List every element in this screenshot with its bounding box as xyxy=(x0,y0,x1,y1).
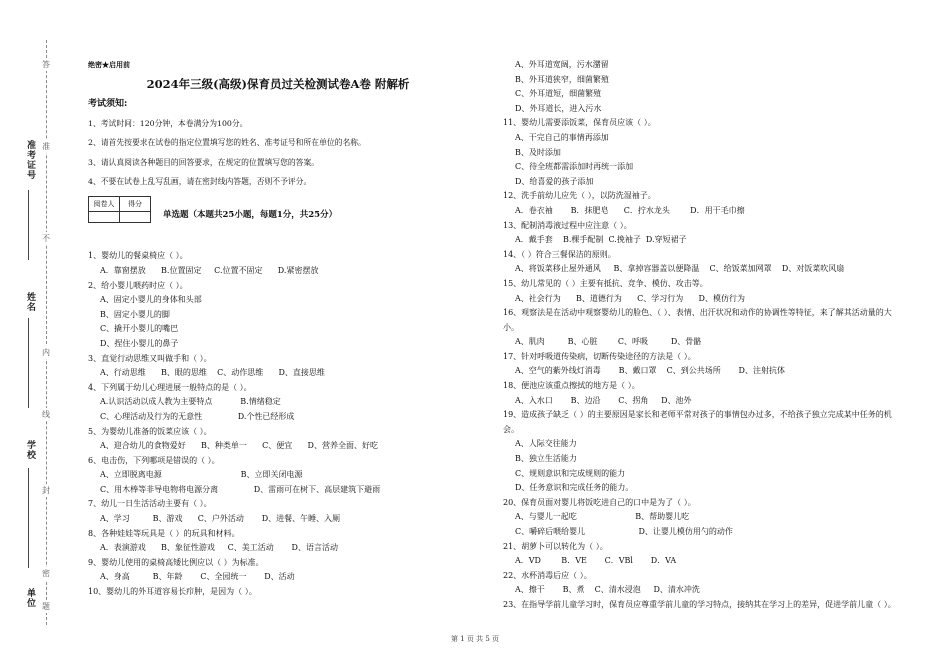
question-stem: 22、水杯消毒后应（ ）。 xyxy=(503,570,592,580)
seal-char: 题 xyxy=(42,602,50,611)
answer-options: A．卷衣袖 B．抹肥皂 C．拧水龙头 D．用干毛巾擦 xyxy=(515,205,745,215)
notice-item: 4、不要在试卷上乱写乱画，请在密封线内答题，否则不予评分。 xyxy=(88,177,312,187)
binding-margin xyxy=(0,0,70,671)
answer-options: C、用木棒等非导电物将电源分离 D、雷雨可在树下、高层建筑下避雨 xyxy=(100,484,381,494)
answer-options: A、人际交往能力 xyxy=(515,439,577,449)
answer-options: A.认识活动以成人教为主要特点 B.情绪稳定 xyxy=(100,397,281,407)
answer-options: A、干完自己的事情再添加 xyxy=(515,132,609,142)
notice-item: 3、请认真阅读各种题目的回答要求，在规定的位置填写您的答案。 xyxy=(88,157,320,167)
answer-options: C、待全班都需添加时再统一添加 xyxy=(515,162,634,172)
question-stem: 8、各种娃娃等玩具是（ ）的玩具和材料。 xyxy=(88,528,240,538)
answer-options: A．靠窗摆放 B.位置固定 C.位置不固定 D.紧密摆放 xyxy=(100,265,319,275)
section-title: 单选题（本题共25小题，每题1分，共25分） xyxy=(163,209,338,220)
fill-line-name[interactable] xyxy=(28,318,29,408)
question-stem: 1、婴幼儿的餐桌椅应（ ）。 xyxy=(88,251,188,261)
answer-options: B、独立生活能力 xyxy=(515,454,577,464)
question-stem: 12、洗手前幼儿应先（ ），以防洗湿袖子。 xyxy=(503,191,656,201)
question-stem: 11、婴幼儿需要添饭菜，保育员应该（ ）。 xyxy=(503,118,656,128)
label-school: 学校 xyxy=(25,440,35,460)
answer-options: A、身高 B、年龄 C、全园统一 D、活动 xyxy=(100,572,295,582)
seal-char: 封 xyxy=(42,486,50,495)
answer-options: A、擦干 B、煮 C、清水浸泡 D、清水冲洗 xyxy=(515,585,700,595)
question-stem: 9、婴幼儿使用的桌椅高矮比例应以（ ）为标准。 xyxy=(88,557,264,567)
answer-options: A、入水口 B、边沿 C、拐角 D、池外 xyxy=(515,395,692,405)
answer-options: A、立即脱离电源 B、立即关闭电源 xyxy=(100,470,303,480)
answer-options: A．表演游戏 B、象征性游戏 C、美工活动 D、语言活动 xyxy=(100,543,338,553)
right-column xyxy=(503,58,903,613)
grader-section xyxy=(88,196,493,224)
seal-char: 准 xyxy=(42,142,50,151)
left-column xyxy=(88,58,493,600)
answer-options: A．VD B．VE C．VBl D．VA xyxy=(515,556,677,566)
page-title: 2024年三级(高级)保育员过关检测试卷A卷 附解析 xyxy=(146,76,410,91)
question-stem: 6、电击伤，下列哪项是错误的（ ）。 xyxy=(88,455,220,465)
answer-options: C、心理活动及行为的无意性 D.个性已经形成 xyxy=(100,411,295,421)
question-stem: 7、幼儿一日生活活动主要有（ ）。 xyxy=(88,499,212,509)
answer-options: A、固定小婴儿的身体和头部 xyxy=(100,295,202,305)
secret-mark: 绝密★启用前 xyxy=(88,60,130,69)
grader-cell[interactable] xyxy=(89,212,120,223)
answer-options: D、捏住小婴儿的鼻子 xyxy=(100,338,179,348)
answer-options: A、空气的紫外线灯消毒 B、戴口罩 C、到公共场所 D、注射抗体 xyxy=(515,366,785,376)
seal-char: 内 xyxy=(42,348,50,357)
notice-heading: 考试须知: xyxy=(88,99,128,110)
question-stem: 10、婴幼儿的外耳道容易长疖肿，是因为（ ）。 xyxy=(88,587,257,597)
seal-line xyxy=(46,40,47,625)
fill-line-school[interactable] xyxy=(28,468,29,568)
question-list-right xyxy=(503,58,903,613)
answer-options: A、学习 B、游戏 C、户外活动 D、进餐、午睡、入厕 xyxy=(100,514,341,524)
fill-line-exam-number[interactable] xyxy=(28,190,29,260)
answer-options: A、行动思维 B、眼的思维 C、动作思维 D、直接思维 xyxy=(100,368,325,378)
answer-options: A、社会行为 B、道德行为 C、学习行为 D、模仿行为 xyxy=(515,293,745,303)
label-name: 姓名 xyxy=(25,292,35,312)
question-stem: 14、（ ）符合三餐保洁的原则。 xyxy=(503,249,616,259)
question-stem: 15、幼儿常见的（ ）主要有抵抗、竞争、模仿、攻击等。 xyxy=(503,278,708,288)
question-stem: 4、下列属于幼儿心理进展一般特点的是（ ）。 xyxy=(88,382,252,392)
answer-options: A、肌肉 B、心脏 C、呼吸 D、骨骼 xyxy=(515,337,702,347)
answer-options: A、将饭菜移止屋外通风 B、拿掉容器盖以便降温 C、给饭菜加网罩 D、对饭菜吹风扇 xyxy=(515,264,845,274)
label-exam-number: 准考证号 xyxy=(25,140,35,180)
seal-char: 密 xyxy=(42,569,50,578)
seal-char: 答 xyxy=(42,60,50,69)
score-cell[interactable] xyxy=(120,212,151,223)
notice-item: 1、考试时间：120分钟，本卷满分为100分。 xyxy=(88,118,248,128)
question-stem: 16、观察法是在活动中观察婴幼儿的脸色、（ ）、表情、出汗状况和动作的协调性等特征，来了解其活动量的大小。 xyxy=(503,308,892,332)
answer-options: C、嚼碎后喂给婴儿 D、让婴儿模仿用勺的动作 xyxy=(515,527,733,536)
grader-table xyxy=(88,196,151,224)
question-stem: 17、针对呼吸道传染病，切断传染途径的方法是（ ）。 xyxy=(503,351,696,361)
answer-options: A、与婴儿一起吃 B、帮助婴儿吃 xyxy=(515,512,690,522)
score-header: 得分 xyxy=(120,196,151,212)
question-stem: 23、在指导学前儿童学习时，保育员应尊重学前儿童的学习特点，接纳其在学习上的差异，促进学前儿童（ ）。 xyxy=(503,599,896,609)
answer-options: D、任务意识和完成任务的能力。 xyxy=(515,483,634,493)
seal-char: 不 xyxy=(42,234,50,243)
answer-options: C、外耳道短，细菌繁殖 xyxy=(515,89,602,99)
question-stem: 3、直觉行动思维又叫做手和（ ）。 xyxy=(88,353,212,363)
question-list-left xyxy=(88,249,493,599)
page-footer: 第 1 页 共 5 页 xyxy=(450,635,500,643)
question-stem: 19、造成孩子缺乏（ ）的主要原因是家长和老师平常对孩子的事情包办过多，不给孩子独立完成某中任务的机会。 xyxy=(503,410,892,434)
label-unit: 单位 xyxy=(25,588,35,608)
question-stem: 5、为婴幼儿准备的饭菜应该（ ）。 xyxy=(88,426,212,436)
question-stem: 20、保育员面对婴儿将饭吃进自己的口中是为了（ ）。 xyxy=(503,497,696,507)
answer-options: B、固定小婴儿的脚 xyxy=(100,309,170,319)
notice-item: 2、请首先按要求在试卷的指定位置填写您的姓名、准考证号和所在单位的名称。 xyxy=(88,138,366,148)
answer-options: D、给喜爱的孩子添加 xyxy=(515,176,594,186)
seal-char: 线 xyxy=(42,410,50,419)
answer-options: B、外耳道狭窄，细菌繁殖 xyxy=(515,74,609,84)
question-stem: 2、给小婴儿喂药时应（ ）。 xyxy=(88,280,188,290)
answer-options: C、规则意识和完成规则的能力 xyxy=(515,468,626,478)
answer-options: B、及时添加 xyxy=(515,147,561,157)
answer-options: C、撬开小婴儿的嘴巴 xyxy=(100,324,179,334)
answer-options: A、迎合幼儿的食物爱好 B、种类单一 C、便宜 D、营养全面、好吃 xyxy=(100,441,378,451)
answer-options: D、外耳道长，进入污水 xyxy=(515,103,602,113)
question-stem: 13、配制消毒液过程中应注意（ ）。 xyxy=(503,220,632,230)
question-stem: 18、便池应该重点擦拭的地方是（ ）。 xyxy=(503,381,640,391)
grader-header: 阅卷人 xyxy=(89,196,120,212)
answer-options: A．戴手套 B.棵手配制 C.挽袖子 D.穿短裙子 xyxy=(515,235,687,245)
question-stem: 21、胡萝卜可以转化为（ ）。 xyxy=(503,541,608,551)
answer-options: A、外耳道宽阔，污水潴留 xyxy=(515,60,609,69)
